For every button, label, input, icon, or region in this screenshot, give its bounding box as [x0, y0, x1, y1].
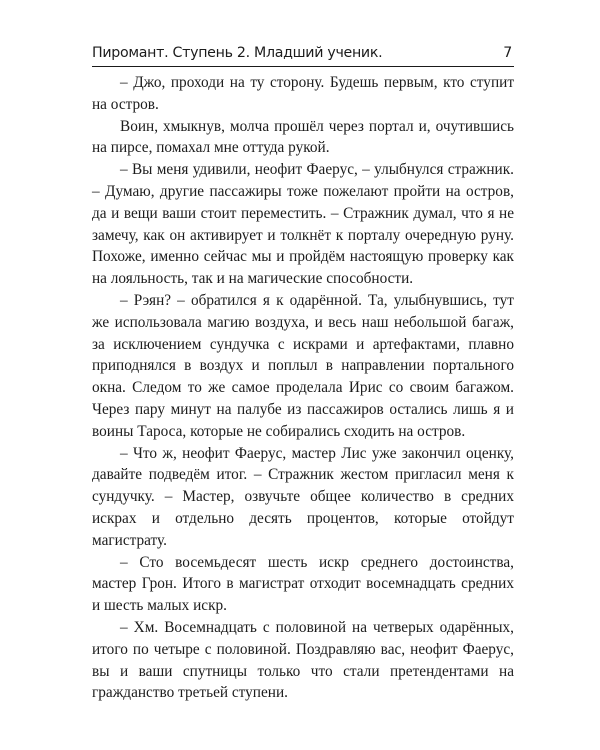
- paragraph: – Хм. Восемнадцать с половиной на четверых одарённых, итого по четыре с половиной. Поздравляю вас, неофит Фаерус, вы и ваши спутницы только что стали претендентами на гражданство третьей ступени.: [92, 618, 514, 702]
- running-header-title: Пиромант. Ступень 2. Младший ученик.: [92, 45, 383, 61]
- page-body: [92, 72, 514, 704]
- paragraph: – Вы меня удивили, неофит Фаерус, – улыбнулся стражник. – Думаю, другие пассажиры тоже пожелают пройти на остров, да и вещи ваши стоит переместить. – Стражник думал, что я не замечу, как он активирует и толкнёт к порталу очередную руну. Похоже, именно сейчас мы и пройдём настоящую проверку как на лояльность, так и на магические способности.: [92, 161, 514, 288]
- paragraph: – Сто восемьдесят шесть искр среднего достоинства, мастер Грон. Итого в магистрат отходит восемнадцать средних и шесть малых искр.: [92, 553, 514, 615]
- paragraph: – Рэян? – обратился я к одарённой. Та, улыбнувшись, тут же использовала магию воздуха, и весь наш небольшой багаж, за исключением сундучка с искрами и артефактами, плавно приподнялся в воздух и поплыл в направлении портального окна. Следом то же самое проделала Ирис со своим багажом. Через пару минут на палубе из пассажиров остались лишь я и воины Тароса, которые не собирались сходить на остров.: [92, 291, 514, 440]
- paragraph: Воин, хмыкнув, молча прошёл через портал и, очутившись на пирсе, помахал мне оттуда рукой.: [92, 117, 514, 157]
- page-number: 7: [503, 45, 512, 61]
- paragraph: – Джо, проходи на ту сторону. Будешь первым, кто ступит на остров.: [92, 74, 514, 113]
- paragraph: – Что ж, неофит Фаерус, мастер Лис уже закончил оценку, давайте подведём итог. – Стражник жестом пригласил меня к сундучку. – Мастер, озвучьте общее количество в средних искрах и отдельно десять процентов, которые отойдут магистрату.: [92, 444, 514, 549]
- running-header: [92, 40, 514, 67]
